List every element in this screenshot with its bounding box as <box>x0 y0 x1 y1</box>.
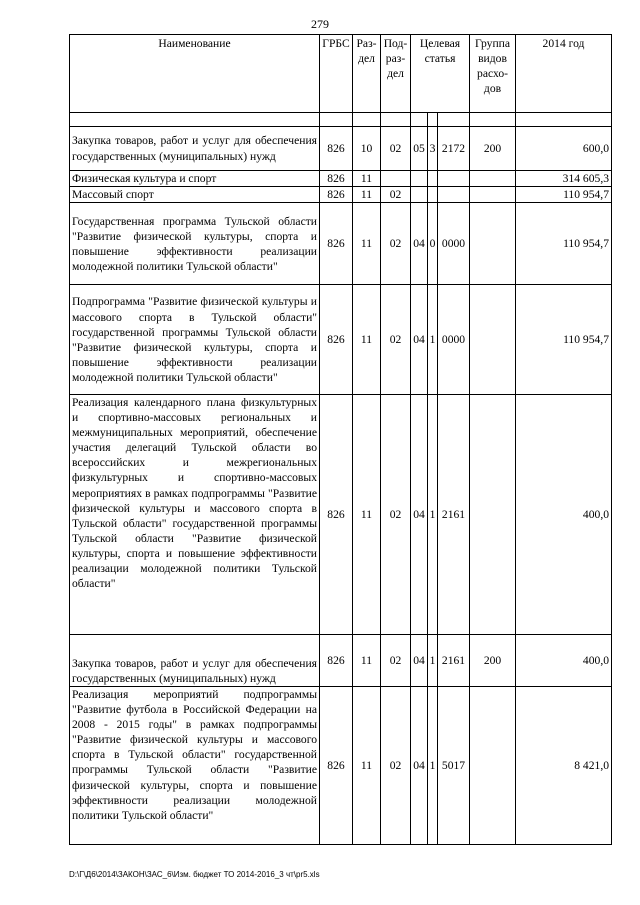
row-sum: 314 605,3 <box>516 171 612 187</box>
row-vid-rashodov: 200 <box>470 635 516 687</box>
row-sum: 8 421,0 <box>516 687 612 845</box>
row-cs-program: 04 <box>411 635 428 687</box>
row-podrazdel: 02 <box>381 285 411 395</box>
row-cs-subprogram: 0 <box>428 203 438 285</box>
table-row <box>70 687 612 845</box>
row-cs-program: 05 <box>411 127 428 171</box>
table-row <box>70 395 612 635</box>
row-grbs: 826 <box>320 187 353 203</box>
row-podrazdel: 02 <box>381 395 411 635</box>
row-cs-subprogram <box>428 187 438 203</box>
header-grbs: ГРБС <box>320 35 353 113</box>
row-razdel: 11 <box>353 187 381 203</box>
row-podrazdel <box>381 171 411 187</box>
row-podrazdel: 02 <box>381 687 411 845</box>
row-vid-rashodov <box>470 285 516 395</box>
table-row <box>70 285 612 395</box>
row-sum: 400,0 <box>516 635 612 687</box>
row-name: Реализация мероприятий подпрограммы "Развитие футбола в Российской Федерации на 2008 - 2015 годы" в рамках подпрограммы "Развитие физической культуры и массового спорта в Тульской области" государственной программы Тульской области "Развитие физической культуры, спорта и повышение эффективности реализации молодежной политики Тульской области" <box>70 687 320 845</box>
spacer-row <box>70 113 612 127</box>
row-grbs: 826 <box>320 285 353 395</box>
row-cs-subprogram <box>428 171 438 187</box>
row-cs-subprogram: 3 <box>428 127 438 171</box>
row-razdel: 11 <box>353 171 381 187</box>
row-cs-program: 04 <box>411 203 428 285</box>
row-cs-program: 04 <box>411 395 428 635</box>
row-cs-direction <box>438 187 470 203</box>
row-grbs: 826 <box>320 127 353 171</box>
header-podrazdel: Под- раз- дел <box>381 35 411 113</box>
row-cs-subprogram: 1 <box>428 285 438 395</box>
row-podrazdel: 02 <box>381 635 411 687</box>
row-cs-subprogram: 1 <box>428 687 438 845</box>
row-vid-rashodov <box>470 687 516 845</box>
budget-table <box>69 34 612 845</box>
row-cs-direction: 0000 <box>438 285 470 395</box>
row-name: Государственная программа Тульской области "Развитие физической культуры, спорта и повышение эффективности реализации молодежной политики Тульской области" <box>70 203 320 285</box>
row-cs-program: 04 <box>411 285 428 395</box>
row-podrazdel: 02 <box>381 187 411 203</box>
row-name: Массовый спорт <box>70 187 320 203</box>
row-cs-direction: 2172 <box>438 127 470 171</box>
row-vid-rashodov: 200 <box>470 127 516 171</box>
file-path-footer: D:\Г\Д6\2014\ЗАКОН\ЗАС_6\Изм. бюджет ТО 2014-2016_3 чт\pr5.xls <box>69 870 320 879</box>
row-vid-rashodov <box>470 203 516 285</box>
row-name: Физическая культура и спорт <box>70 171 320 187</box>
table-row <box>70 635 612 687</box>
row-podrazdel: 02 <box>381 203 411 285</box>
header-gruppa-vidov: Группа видов расхо- дов <box>470 35 516 113</box>
row-razdel: 11 <box>353 635 381 687</box>
row-grbs: 826 <box>320 635 353 687</box>
row-name: Закупка товаров, работ и услуг для обеспечения государственных (муниципальных) нужд <box>70 127 320 171</box>
row-podrazdel: 02 <box>381 127 411 171</box>
row-razdel: 11 <box>353 285 381 395</box>
header-year-2014: 2014 год <box>516 35 612 113</box>
row-grbs: 826 <box>320 687 353 845</box>
row-sum: 110 954,7 <box>516 187 612 203</box>
row-vid-rashodov <box>470 395 516 635</box>
header-row <box>70 35 612 113</box>
row-cs-direction: 0000 <box>438 203 470 285</box>
table-row <box>70 127 612 171</box>
row-cs-program <box>411 171 428 187</box>
page-number: 279 <box>311 17 329 31</box>
header-razdel: Раз- дел <box>353 35 381 113</box>
row-sum: 400,0 <box>516 395 612 635</box>
header-celevaya-statya: Целевая статья <box>411 35 470 113</box>
row-razdel: 11 <box>353 687 381 845</box>
row-cs-program <box>411 187 428 203</box>
row-name: Закупка товаров, работ и услуг для обеспечения государственных (муниципальных) нужд <box>70 635 320 687</box>
table-row <box>70 187 612 203</box>
row-razdel: 11 <box>353 395 381 635</box>
row-cs-direction <box>438 171 470 187</box>
row-sum: 110 954,7 <box>516 285 612 395</box>
row-cs-direction: 5017 <box>438 687 470 845</box>
row-vid-rashodov <box>470 171 516 187</box>
table-row <box>70 203 612 285</box>
row-name: Подпрограмма "Развитие физической культуры и массового спорта в Тульской области" государственной программы Тульской области "Развитие физической культуры, спорта и повышение эффективности реализации молодежной политики Тульской области" <box>70 285 320 395</box>
row-name: Реализация календарного плана физкультурных и спортивно-массовых региональных и межмуниципальных мероприятий, обеспечение участия делегаций Тульской области во всероссийских и межрегиональных физкультурных и спортивно-массовых мероприятиях в рамках подпрограммы "Развитие физической культуры и массового спорта в Тульской области" государственной программы Тульской области "Развитие физической культуры, спорта и повышение эффективности реализации молодежной политики Тульской области" <box>70 395 320 635</box>
row-sum: 110 954,7 <box>516 203 612 285</box>
header-name: Наименование <box>70 35 320 113</box>
row-cs-direction: 2161 <box>438 635 470 687</box>
row-cs-subprogram: 1 <box>428 395 438 635</box>
row-grbs: 826 <box>320 203 353 285</box>
row-cs-subprogram: 1 <box>428 635 438 687</box>
row-razdel: 11 <box>353 203 381 285</box>
row-grbs: 826 <box>320 171 353 187</box>
row-cs-program: 04 <box>411 687 428 845</box>
row-vid-rashodov <box>470 187 516 203</box>
table-row <box>70 171 612 187</box>
row-razdel: 10 <box>353 127 381 171</box>
row-cs-direction: 2161 <box>438 395 470 635</box>
row-sum: 600,0 <box>516 127 612 171</box>
row-grbs: 826 <box>320 395 353 635</box>
